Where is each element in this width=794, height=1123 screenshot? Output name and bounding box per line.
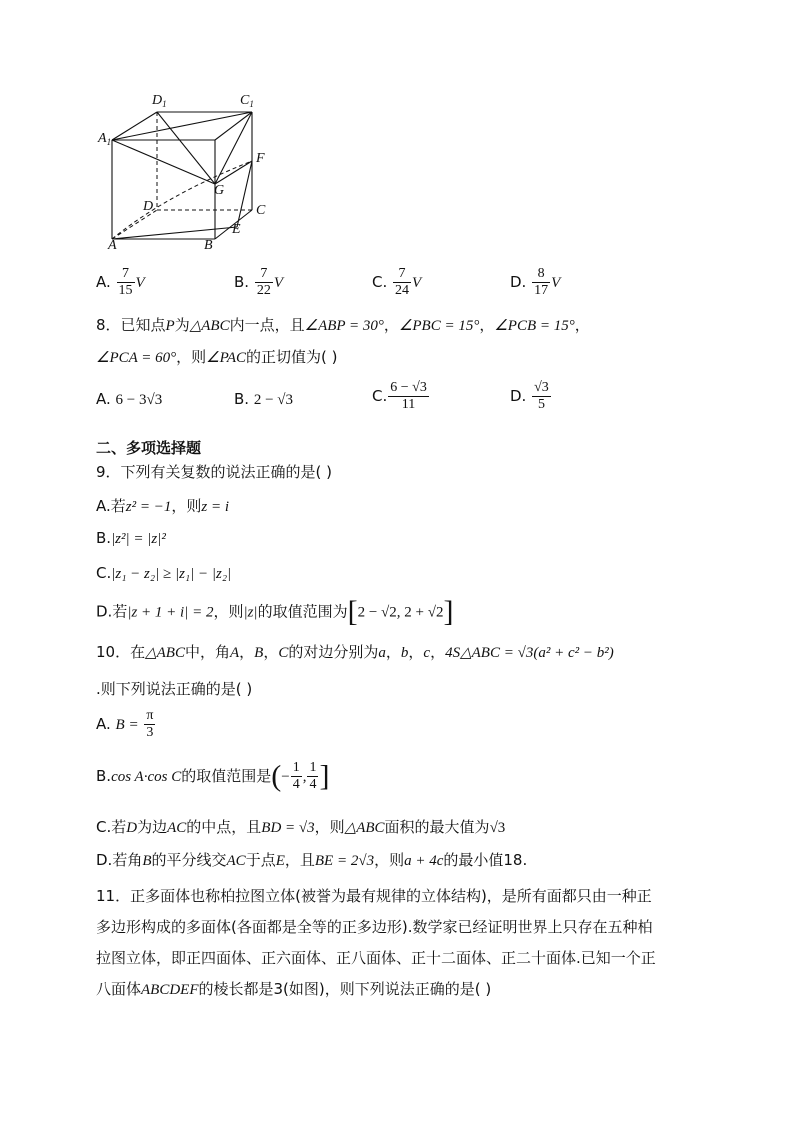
- q8-stem-line2: ∠PCA = 60°，则∠PAC的正切值为( ): [96, 348, 338, 366]
- q10-option-a[interactable]: A. B = $\frac{\pi}{3}$: [96, 708, 154, 741]
- label-D1: $D_1$: [152, 93, 167, 109]
- q9-option-c[interactable]: C.|z₁ − z₂| ≥ |z₁| − |z₂|: [96, 564, 232, 582]
- q10-option-b[interactable]: B.cos A·cos C的取值范围是(− $\frac{1}{4}$ , $\frac{1}{4}$ ]: [96, 759, 330, 793]
- label-F: F: [256, 151, 265, 166]
- q11-line1: 11．正多面体也称柏拉图立体(被誉为最有规律的立体结构)，是所有面都只由一种正: [96, 887, 652, 905]
- q8-option-d[interactable]: D. $\frac{√3}{5}$: [510, 380, 549, 413]
- q7-option-a[interactable]: A. $\frac{7}{15}$ V: [96, 266, 145, 299]
- cube-diagram: [96, 95, 276, 255]
- label-E: E: [232, 222, 241, 237]
- cube-figure: [96, 95, 276, 255]
- line-D1G: [157, 112, 215, 184]
- q7-option-d[interactable]: D. $\frac{8}{17}$ V: [510, 266, 561, 299]
- q7-option-c[interactable]: C. $\frac{7}{24}$ V: [372, 266, 422, 299]
- q9-stem: 9．下列有关复数的说法正确的是( ): [96, 463, 333, 481]
- q8-option-c[interactable]: C. $\frac{6 - √3}{11}$: [372, 380, 427, 413]
- label-C: C: [256, 203, 266, 218]
- q11-line3: 拉图立体，即正四面体、正六面体、正八面体、正十二面体、正二十面体.已知一个正: [96, 949, 656, 967]
- q8-stem-line1: 8．已知点P为△ABC内一点，且∠ABP = 30°，∠PBC = 15°，∠PCB = 15°，: [96, 316, 590, 334]
- label-A1: $A_1$: [98, 131, 112, 147]
- q7-option-b[interactable]: B. $\frac{7}{22}$ V: [234, 266, 283, 299]
- q10-option-d[interactable]: D.若角B的平分线交AC于点E，且BE = 2√3，则a + 4c的最小值18.: [96, 851, 528, 869]
- q11-line4: 八面体ABCDEF的棱长都是3(如图)，则下列说法正确的是( ): [96, 980, 492, 998]
- q10-stem-line2: .则下列说法正确的是( ): [96, 680, 253, 698]
- label-A: A: [108, 238, 117, 253]
- line-C1G: [215, 112, 252, 184]
- label-C1: $C_1$: [240, 93, 254, 109]
- q10-option-c[interactable]: C.若D为边AC的中点，且BD = √3，则△ABC面积的最大值为√3: [96, 818, 506, 836]
- label-D: D: [143, 199, 154, 214]
- line-A1C1: [112, 112, 252, 140]
- q9-option-a[interactable]: A.若z² = −1，则z = i: [96, 497, 230, 515]
- line-AE: [112, 227, 237, 239]
- line-A1G: [112, 140, 215, 184]
- label-B: B: [204, 238, 213, 253]
- section-title: 二、多项选择题: [96, 439, 202, 457]
- q9-option-b[interactable]: B.|z²| = |z|²: [96, 529, 166, 547]
- q8-option-b[interactable]: B. 2 − √3: [234, 390, 294, 408]
- q8-option-a[interactable]: A. 6 − 3√3: [96, 390, 163, 408]
- q11-line2: 多边形构成的多面体(各面都是全等的正多边形).数学家已经证明世界上只存在五种柏: [96, 918, 653, 936]
- q10-stem-line1: 10．在△ABC中，角A，B，C的对边分别为a，b，c，4S△ABC = √3(a² + c² − b²): [96, 643, 614, 661]
- q9-option-d[interactable]: D.若|z + 1 + i| = 2，则|z|的取值范围为[2 − √2, 2 + √2]: [96, 595, 454, 628]
- line-FE: [237, 161, 252, 227]
- label-G: G: [214, 183, 225, 198]
